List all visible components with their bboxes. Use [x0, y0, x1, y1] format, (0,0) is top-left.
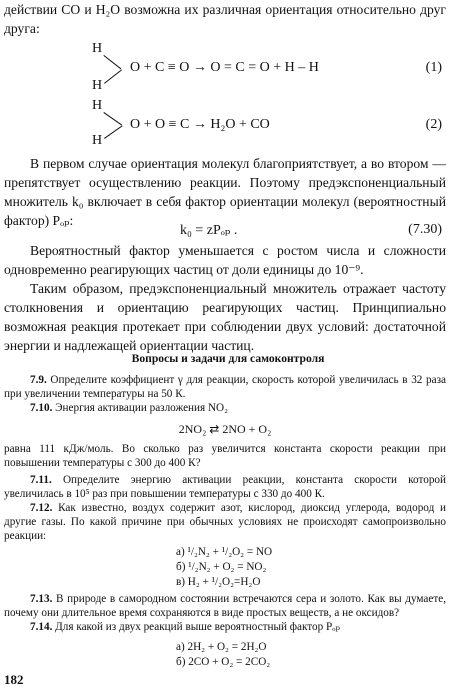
question-text: Определите энергию активации реакции, константа скорости которой увеличилась в 10⁵ раз при повышении температуры с 330 до 400 К. — [4, 474, 446, 500]
question-7-10-continued: равна 111 кДж/моль. Во сколько раз увеличится константа скорости реакции при повышении температуры с 300 до 400 К? — [4, 443, 446, 469]
list-item: а) ¹/₂N₂ + ¹/₂O₂ = NO — [176, 546, 273, 558]
equation-7-30: k₀ = zPₒₚ . — [180, 223, 238, 238]
reaction-1-equation: O + C ≡ O → O = C = O + H – H — [130, 60, 319, 75]
hydrogen-atom-top: H — [92, 41, 103, 56]
list-item: а) 2H₂ + O₂ = 2H₂O — [176, 641, 267, 653]
hydrogen-atom-bottom: H — [92, 133, 103, 148]
question-text: Как известно, воздух содержит азот, кислород, диоксид углерода, водород и другие газы. По какой причине при обычных условиях не происходят самопроизвольно реакции: — [4, 502, 446, 542]
reaction-2-number: (2) — [425, 117, 442, 132]
question-7-9 — [4, 373, 446, 401]
question-7-10 — [4, 401, 446, 415]
section-heading: Вопросы и задачи для самоконтроля — [131, 352, 325, 365]
paragraph-orientation: В первом случае ориентация молекул благоприятствует, а во втором — препятствует осуществлению реакции. Поэтому предэкспоненциальный множитель k₀ включает в себя фактор ориентации молекул (вероятностный фактор) Pₒₚ: — [4, 156, 446, 228]
decomposition-equation — [4, 422, 446, 436]
question-text: Энергия активации разложения NO₂ — [52, 402, 229, 414]
list-item: б) 2CO + O₂ = 2CO₂ — [176, 656, 271, 668]
question-number: 7.9. — [30, 374, 47, 386]
hydrogen-atom-top: H — [92, 98, 103, 113]
bond-line — [103, 55, 121, 69]
list-item: б) ¹/₂N₂ + O₂ = NO₂ — [176, 561, 267, 573]
question-number: 7.13. — [30, 593, 53, 605]
page-number: 182 — [4, 672, 24, 687]
bond-line — [104, 69, 122, 83]
intro-text: действии CO и H₂O возможна их различная ориентация относительно друг друга: — [4, 2, 446, 36]
equilibrium-arrow-icon: ⇄ — [209, 422, 220, 436]
question-text: Определите коэффициент γ для реакции, скорость которой увеличилась в 32 раза при увеличении температуры на 50 К. — [4, 374, 446, 400]
bond-line — [104, 125, 123, 139]
question-7-11 — [4, 473, 446, 501]
reaction-2-equation: O + O ≡ C → H₂O + CO — [130, 117, 270, 132]
question-7-14 — [4, 620, 446, 634]
equation-7-30-number: (7.30) — [408, 222, 442, 237]
reaction-1-number: (1) — [425, 60, 442, 75]
equation-left: 2NO₂ — [178, 422, 207, 436]
bond-line — [103, 112, 122, 126]
paragraph-probability: Вероятностный фактор уменьшается с ростом числа и сложности одновременно реагирующих частиц от доли единицы до 10⁻⁹. — [4, 243, 446, 277]
question-7-12 — [4, 501, 446, 543]
question-number: 7.11. — [30, 474, 52, 486]
question-number: 7.12. — [30, 502, 53, 514]
question-text: Для какой из двух реакций выше вероятностный фактор Pₒₚ — [52, 621, 340, 633]
question-7-13 — [4, 592, 446, 620]
list-item: в) H₂ + ¹/₂O₂=H₂O — [176, 576, 261, 588]
equation-right: 2NO + O₂ — [222, 422, 272, 436]
hydrogen-atom-bottom: H — [92, 78, 103, 93]
question-number: 7.10. — [30, 402, 53, 414]
question-number: 7.14. — [30, 621, 53, 633]
paragraph-conclusion: Таким образом, предэкспоненциальный множитель отражает частоту столкновения и ориентацию реагирующих частиц. Принципиально возможная реакция протекает при соблюдении двух условий: достаточной энергии и надлежащей ориентации частиц. — [4, 281, 446, 353]
question-text: В природе в самородном состоянии встречаются сера и золото. Как вы думаете, почему они длительное время сохраняются в виде простых веществ, а не оксидов? — [4, 593, 446, 619]
